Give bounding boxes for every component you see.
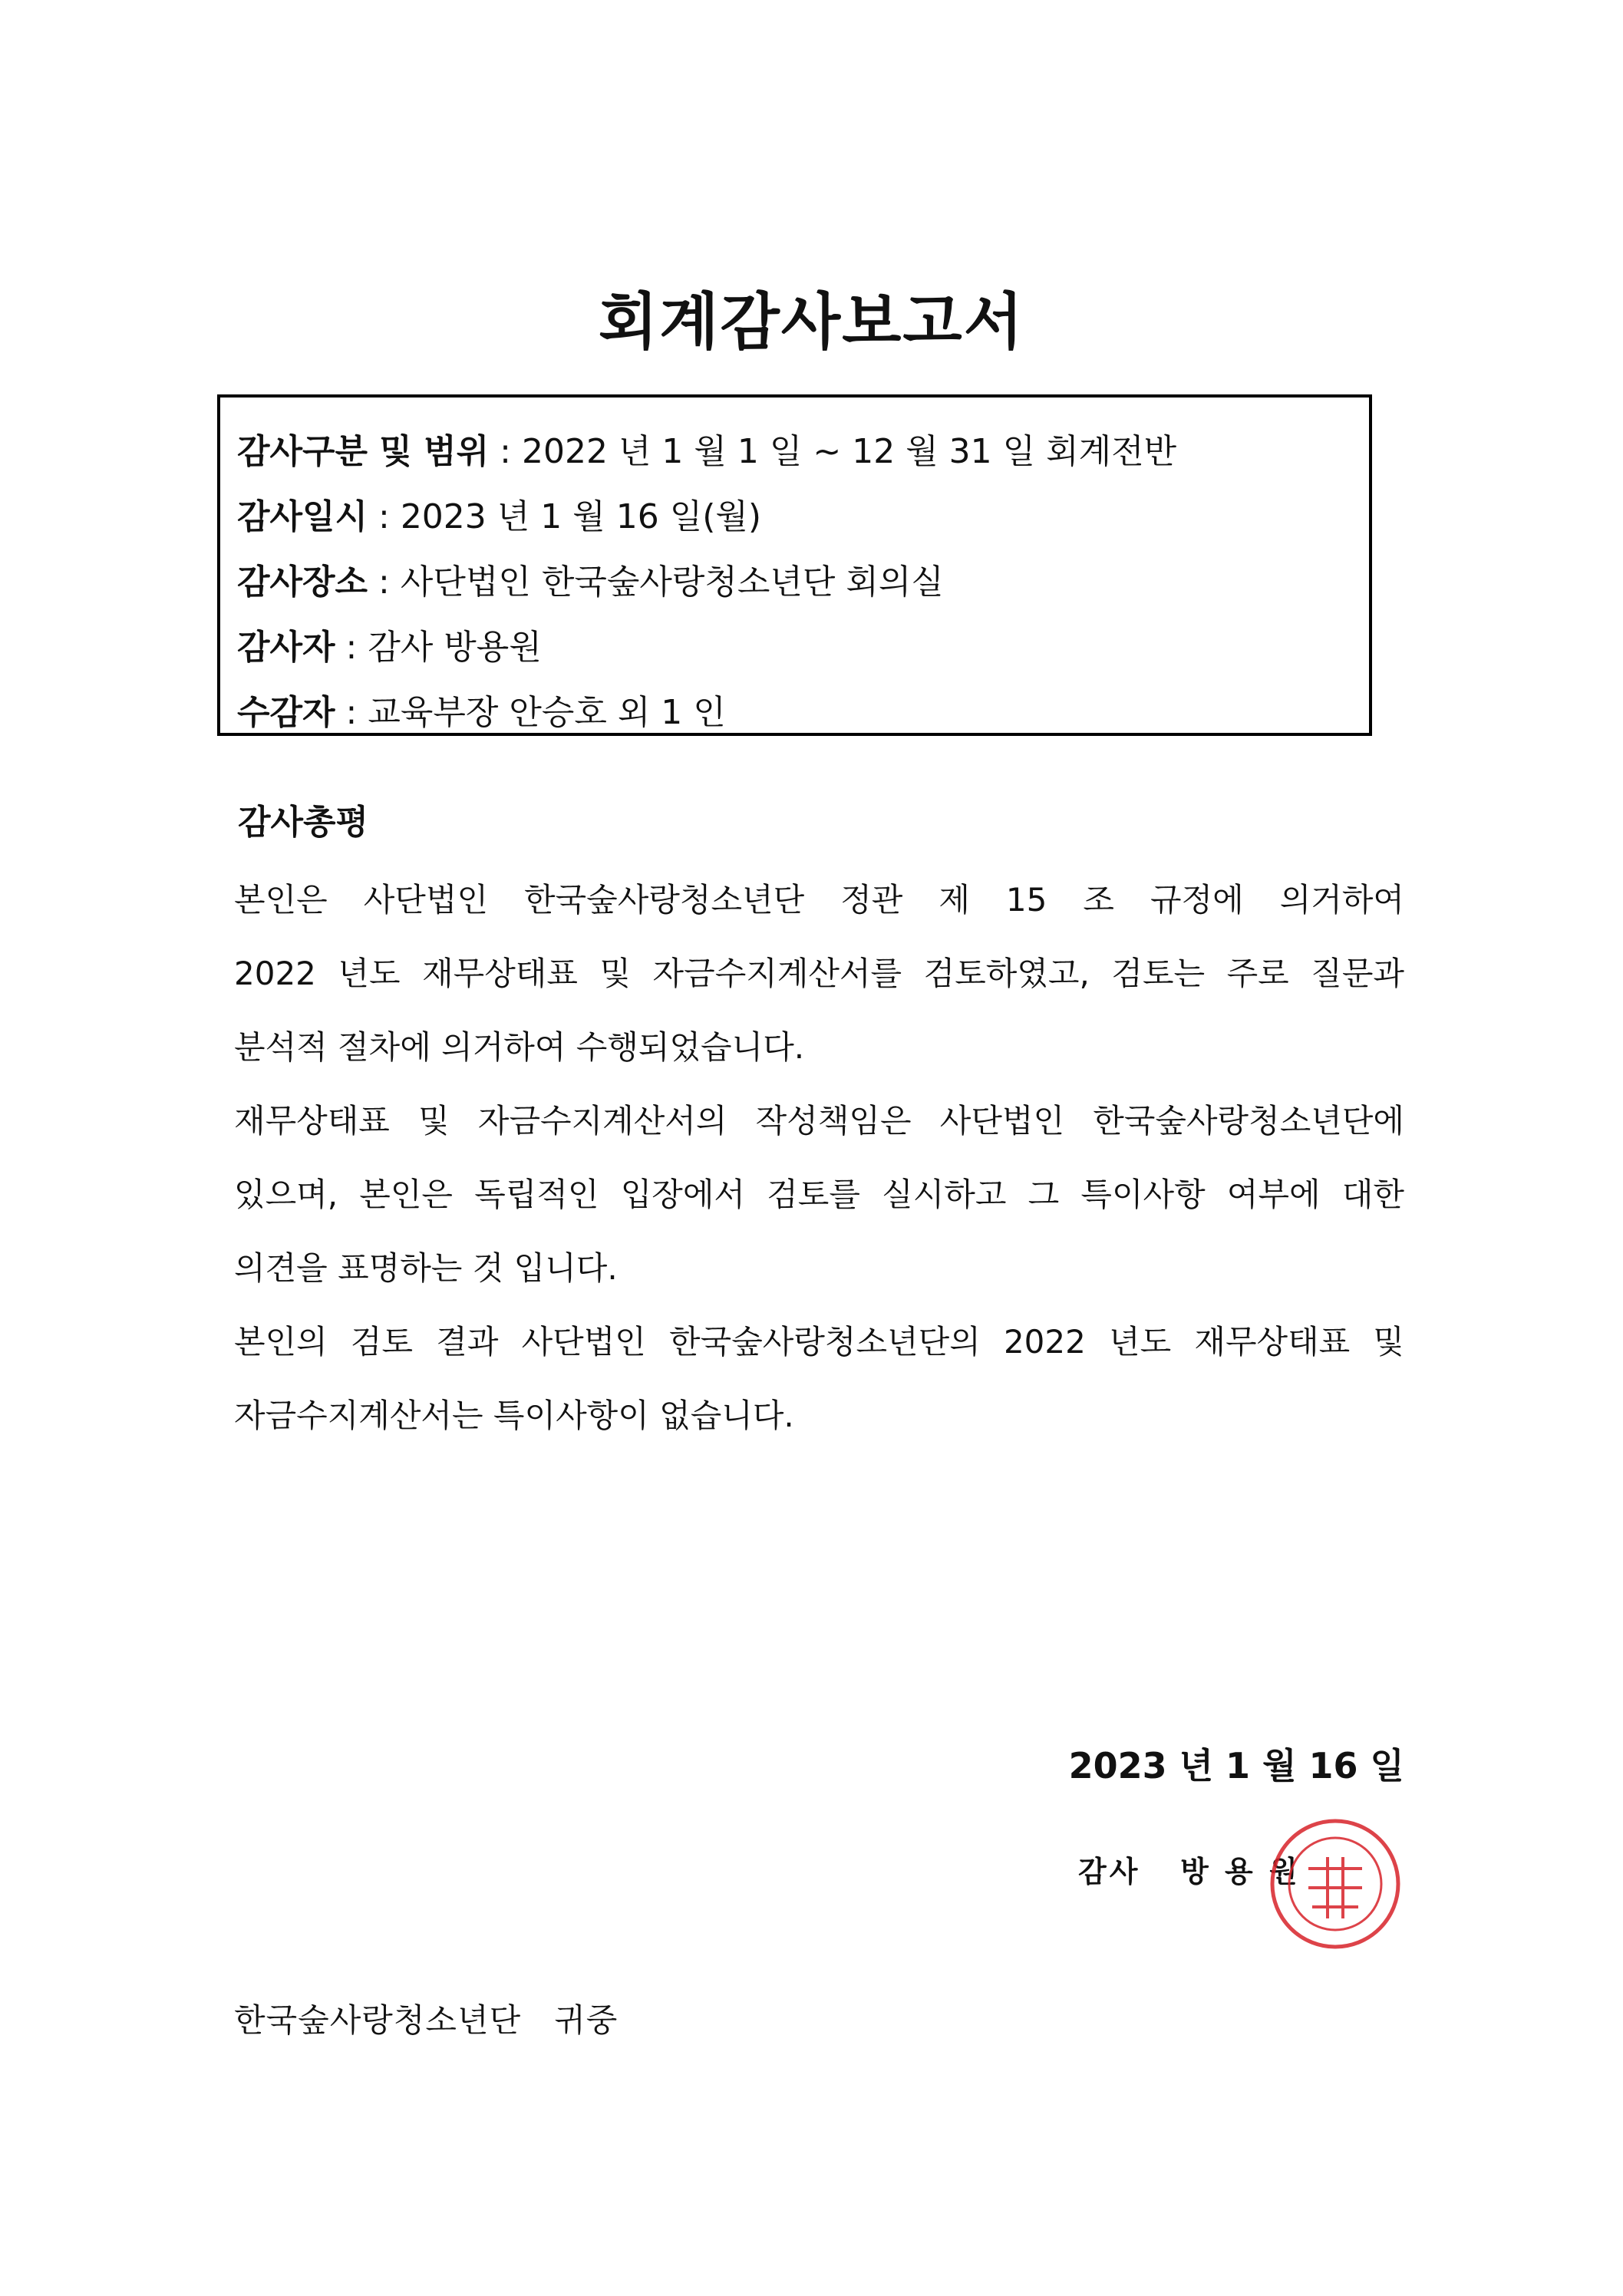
paragraph-line: 있으며, 본인은 독립적인 입장에서 검토를 실시하고 그 특이사항 여부에 대한	[234, 1176, 1404, 1213]
paragraph-line: 재무상태표 및 자금수지계산서의 작성책임은 사단법인 한국숲사랑청소년단에	[234, 1102, 1404, 1140]
info-value: 사단법인 한국숲사랑청소년단 회의실	[400, 562, 944, 602]
paragraph-line: 본인의 검토 결과 사단법인 한국숲사랑청소년단의 2022 년도 재무상태표 및	[234, 1323, 1404, 1361]
info-label: 감사일시	[237, 497, 368, 536]
report-date: 2023 년 1 월 16 일	[1068, 1745, 1404, 1786]
summary-body	[234, 863, 1404, 1453]
info-row-datetime	[237, 484, 1369, 549]
info-label: 감사자	[237, 628, 335, 667]
info-row-location	[237, 549, 1369, 615]
info-label: 감사장소	[237, 562, 368, 602]
paragraph-line: 2022 년도 재무상태표 및 자금수지계산서를 검토하였고, 검토는 주로 질문과	[234, 955, 1404, 992]
info-label: 수감자	[237, 693, 335, 732]
info-separator: :	[368, 562, 401, 602]
info-value: 교육부장 안승호 외 1 인	[368, 693, 726, 732]
info-row-auditee	[237, 680, 1369, 745]
info-value: 2022 년 1 월 1 일 ~ 12 월 31 일 회계전반	[521, 432, 1177, 471]
info-label: 감사구분 및 범위	[237, 432, 490, 471]
signer-name: 감사 방 용 원	[1078, 1854, 1301, 1889]
info-separator: :	[335, 693, 368, 732]
audit-info-box	[217, 394, 1372, 736]
paragraph-line: 자금수지계산서는 특이사항이 없습니다.	[234, 1397, 794, 1434]
info-value: 감사 방용원	[368, 628, 542, 667]
cpa-seal-icon	[1266, 1815, 1404, 1953]
paragraph-line: 분석적 절차에 의거하여 수행되었습니다.	[234, 1028, 805, 1066]
info-separator: :	[368, 497, 401, 536]
paragraph-line: 본인은 사단법인 한국숲사랑청소년단 정관 제 15 조 규정에 의거하여	[234, 881, 1404, 919]
paragraph-line: 의견을 표명하는 것 입니다.	[234, 1249, 618, 1287]
document-title: 회계감사보고서	[599, 286, 1024, 358]
recipient: 한국숲사랑청소년단 귀중	[234, 2001, 619, 2039]
info-row-scope	[237, 419, 1369, 484]
summary-heading: 감사총평	[238, 803, 369, 842]
info-separator: :	[489, 432, 522, 471]
info-value: 2023 년 1 월 16 일(월)	[400, 497, 762, 536]
info-separator: :	[335, 628, 368, 667]
info-row-auditor	[237, 615, 1369, 680]
